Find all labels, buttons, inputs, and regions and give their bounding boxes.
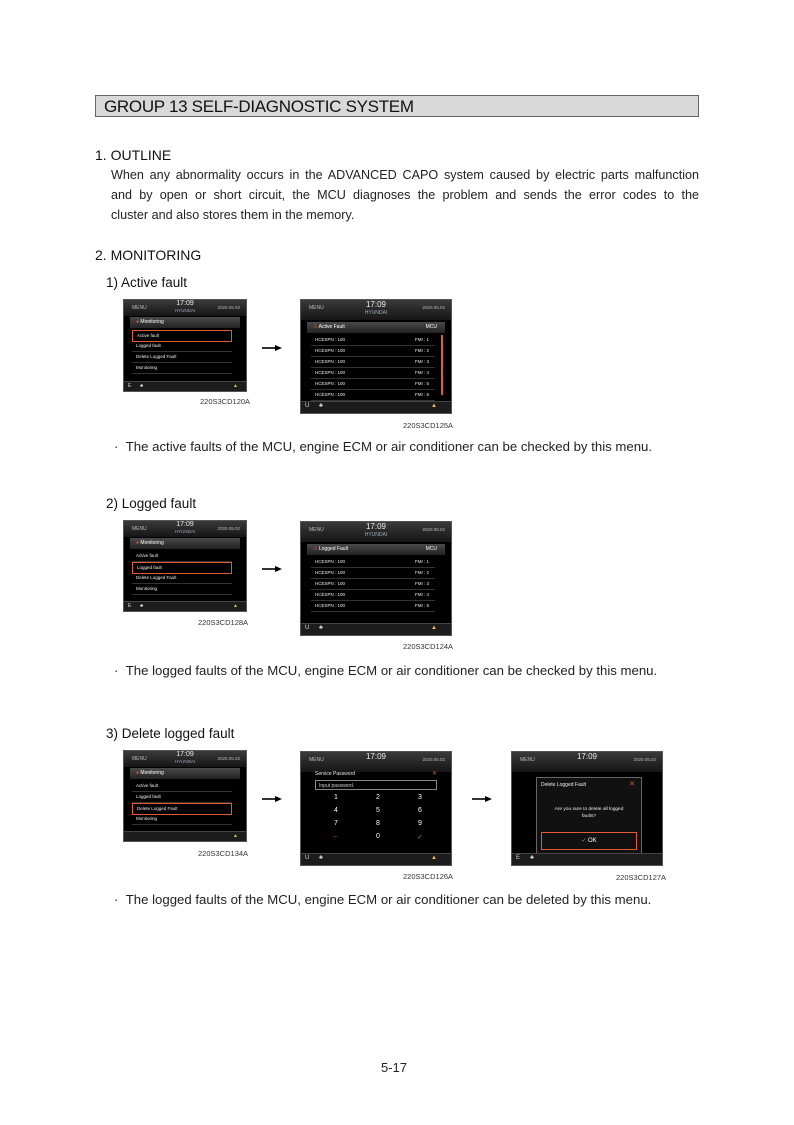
active-fault-note — [114, 439, 652, 454]
fault-code: HCESPN : 100 — [315, 381, 346, 386]
screen-top-bar — [124, 521, 246, 537]
fault-code: HCESPN : 100 — [315, 392, 346, 397]
logged-fault-screen — [300, 521, 452, 636]
active-fault-title: Active Fault — [318, 324, 345, 330]
menu-label: MENU — [132, 756, 147, 762]
keypad-key[interactable]: 5 — [376, 807, 380, 814]
delete-fault-heading: 3) Delete logged fault — [106, 726, 235, 741]
fault-fmi: FMI : 3 — [414, 359, 429, 364]
fault-code: HCESPN : 100 — [315, 559, 346, 564]
dialog-message — [537, 806, 641, 820]
fault-row[interactable] — [311, 368, 435, 379]
keypad-key[interactable]: 1 — [334, 794, 338, 801]
back-icon[interactable]: U — [305, 625, 310, 631]
password-title: Service Password — [315, 771, 356, 777]
arrow-right-icon — [262, 344, 282, 352]
logged-fault-heading: 2) Logged fault — [106, 496, 197, 511]
fault-code: HCESPN : 100 — [315, 348, 346, 353]
outline-line-1: When any abnormality occurs in the ADVANCED CAPO system caused by electric parts malfunction — [111, 168, 699, 182]
fault-row[interactable] — [311, 568, 435, 579]
fault-fmi: FMI : 2 — [414, 570, 429, 575]
bullet: · — [114, 663, 119, 678]
outline-paragraph — [111, 165, 699, 225]
fault-row[interactable] — [311, 335, 435, 346]
fault-row[interactable] — [311, 579, 435, 590]
machine-icon: ▲ — [431, 855, 437, 861]
clock: 17:09 — [365, 752, 387, 761]
outline-heading: 1. OUTLINE — [95, 147, 172, 163]
date: 2020.05.02 — [422, 305, 445, 310]
menu-item-logged-fault[interactable]: Logged fault — [132, 792, 232, 803]
delete-menu-screen — [123, 750, 247, 842]
fault-icon: ⚠ — [313, 546, 319, 552]
screen-top-bar — [512, 752, 662, 772]
arrow-right-icon — [472, 795, 492, 803]
bullet: · — [114, 439, 119, 454]
screen-bottom-bar — [124, 381, 246, 391]
fault-code: HCESPN : 100 — [315, 370, 346, 375]
fault-row[interactable] — [311, 601, 435, 612]
mcu-selector[interactable]: MCU — [425, 324, 437, 330]
fault-fmi: FMI : 1 — [414, 337, 429, 342]
menu-label: MENU — [132, 526, 147, 532]
menu-label: MENU — [309, 757, 324, 763]
fault-row[interactable] — [311, 557, 435, 568]
date: 2020.05.02 — [217, 526, 240, 531]
menu-item-delete-logged-fault[interactable]: Delete Logged Fault — [132, 803, 232, 815]
screen-top-bar — [124, 300, 246, 316]
active-fault-heading: 1) Active fault — [106, 275, 188, 290]
keypad-key[interactable]: 7 — [334, 820, 338, 827]
date: 2020.05.02 — [217, 756, 240, 761]
menu-item-logged-fault[interactable]: Logged fault — [132, 562, 232, 574]
fault-fmi: FMI : 5 — [414, 381, 429, 386]
caption-delete-mid: 220S3CD126A — [403, 872, 454, 881]
caption-active-right: 220S3CD125A — [403, 421, 454, 430]
keypad-key[interactable]: 6 — [418, 807, 422, 814]
clock: 17:09 — [365, 300, 387, 309]
menu-item-monitoring[interactable]: Monitoring — [132, 814, 232, 825]
screen-bottom-bar — [512, 853, 662, 865]
confirm-key[interactable]: ✓ — [417, 834, 423, 841]
menu-item-active-fault[interactable]: Active fault — [132, 551, 232, 562]
screen-top-bar — [301, 752, 451, 772]
back-icon[interactable]: U — [305, 403, 310, 409]
machine-icon: ▲ — [233, 383, 238, 389]
fault-row[interactable] — [311, 357, 435, 368]
caption-logged-right: 220S3CD124A — [403, 642, 454, 651]
bullet: · — [114, 892, 119, 907]
logged-fault-title: Logged Fault — [318, 546, 349, 552]
menu-item-active-fault[interactable]: Active fault — [132, 781, 232, 792]
scrollbar[interactable] — [441, 335, 443, 395]
fault-row[interactable] — [311, 346, 435, 357]
monitoring-tab — [130, 768, 240, 779]
delete-confirm-screen — [511, 751, 663, 866]
dialog-message-line-1: Are you sure to delete all logged — [554, 807, 624, 812]
menu-item-delete-logged-fault[interactable]: Delete Logged Fault — [132, 352, 232, 363]
menu-item-active-fault[interactable]: Active fault — [132, 330, 232, 342]
menu-item-monitoring[interactable]: Monitoring — [132, 363, 232, 374]
fault-code: HCESPN : 100 — [315, 581, 346, 586]
screen-bottom-bar — [301, 401, 451, 413]
fault-fmi: FMI : 3 — [414, 581, 429, 586]
clock: 17:09 — [176, 521, 194, 528]
fault-fmi: FMI : 6 — [414, 392, 429, 397]
active-note-text: The active faults of the MCU, engine ECM or air conditioner can be checked by this menu. — [125, 439, 653, 454]
ok-button[interactable] — [541, 832, 637, 850]
operator-icon[interactable]: ♣ — [530, 855, 534, 861]
keypad-key[interactable]: 0 — [376, 833, 380, 840]
monitoring-icon: ● — [136, 770, 141, 776]
clock: 17:09 — [176, 751, 194, 758]
close-icon[interactable]: ✕ — [431, 771, 437, 777]
fault-list-header — [307, 322, 445, 333]
screen-bottom-bar — [124, 831, 246, 841]
password-screen — [300, 751, 452, 866]
fault-fmi: FMI : 2 — [414, 348, 429, 353]
active-menu-screen — [123, 299, 247, 392]
menu-item-monitoring[interactable]: Monitoring — [132, 584, 232, 595]
ok-label: OK — [588, 838, 597, 844]
menu-label: MENU — [132, 305, 147, 311]
delete-note-text: The logged faults of the MCU, engine ECM or air conditioner can be deleted by this menu. — [125, 892, 652, 907]
fault-code: HCESPN : 100 — [315, 359, 346, 364]
date: 2020.05.02 — [217, 305, 240, 310]
menu-label: MENU — [309, 305, 324, 311]
delete-dialog — [536, 777, 642, 855]
fault-icon: ⚠ — [313, 324, 319, 330]
monitoring-heading: 2. MONITORING — [95, 247, 202, 263]
brand: HYUNDAI — [174, 308, 196, 313]
fault-row[interactable] — [311, 590, 435, 601]
screen-top-bar — [124, 751, 246, 767]
clock: 17:09 — [576, 752, 598, 761]
monitoring-icon: ● — [136, 319, 141, 325]
screen-top-bar — [301, 522, 451, 542]
back-icon[interactable]: E — [128, 603, 132, 609]
menu-label: MENU — [520, 757, 535, 763]
date: 2020.05.02 — [633, 757, 656, 762]
operator-icon[interactable]: ♣ — [319, 625, 323, 631]
check-icon: ✓ — [581, 838, 589, 844]
machine-icon: ▲ — [233, 603, 238, 609]
backspace-key[interactable]: ← — [332, 833, 340, 840]
date: 2020.05.02 — [422, 757, 445, 762]
logged-fault-note — [114, 663, 657, 678]
dialog-title: Delete Logged Fault — [541, 782, 587, 788]
fault-code: HCESPN : 100 — [315, 603, 346, 608]
keypad-key[interactable]: 4 — [334, 807, 338, 814]
brand: HYUNDAI — [364, 310, 388, 316]
clock: 17:09 — [176, 300, 194, 307]
screen-bottom-bar — [301, 623, 451, 635]
fault-code: HCESPN : 100 — [315, 570, 346, 575]
outline-line-3: cluster and also stores them in the memory. — [111, 208, 355, 222]
brand: HYUNDAI — [364, 532, 388, 538]
delete-fault-note — [114, 892, 651, 907]
page-number: 5-17 — [381, 1060, 408, 1075]
brand: HYUNDAI — [174, 529, 196, 534]
screen-top-bar — [301, 300, 451, 320]
arrow-right-icon — [262, 795, 282, 803]
clock: 17:09 — [365, 522, 387, 531]
brand: HYUNDAI — [174, 759, 196, 764]
operator-icon[interactable]: ♣ — [140, 603, 144, 609]
caption-logged-left: 220S3CD128A — [198, 618, 249, 627]
date: 2020.05.02 — [422, 527, 445, 532]
password-input[interactable]: Input password. — [315, 780, 437, 790]
caption-active-left: 220S3CD120A — [200, 397, 251, 406]
operator-icon[interactable]: ♣ — [140, 383, 144, 389]
screen-bottom-bar — [124, 601, 246, 611]
close-icon[interactable]: ✕ — [629, 781, 635, 788]
fault-fmi: FMI : 4 — [414, 370, 429, 375]
arrow-right-icon — [262, 565, 282, 573]
outline-line-2: and by open or short circuit, the MCU diagnoses the problem and sends the error codes to the — [111, 188, 699, 202]
dialog-message-line-2: faults? — [581, 814, 597, 819]
logged-note-text: The logged faults of the MCU, engine ECM or air conditioner can be checked by this menu. — [125, 663, 658, 678]
monitoring-tab — [130, 538, 240, 549]
menu-label: MENU — [309, 527, 324, 533]
back-icon[interactable]: E — [128, 383, 132, 389]
monitoring-tab — [130, 317, 240, 328]
mcu-selector[interactable]: MCU — [425, 546, 437, 552]
monitoring-label: Monitoring — [140, 540, 164, 546]
logged-menu-screen — [123, 520, 247, 612]
operator-icon[interactable]: ♣ — [319, 403, 323, 409]
machine-icon: ▲ — [431, 625, 437, 631]
screen-bottom-bar — [301, 853, 451, 865]
operator-icon[interactable]: ♣ — [319, 855, 323, 861]
back-icon[interactable]: E — [516, 855, 521, 861]
fault-row[interactable] — [311, 390, 435, 401]
keypad-key[interactable]: 9 — [418, 820, 422, 827]
fault-fmi: FMI : 4 — [414, 592, 429, 597]
machine-icon: ▲ — [233, 833, 238, 839]
back-icon[interactable]: U — [305, 855, 310, 861]
monitoring-label: Monitoring — [140, 770, 164, 776]
keypad — [315, 794, 439, 850]
machine-icon: ▲ — [431, 403, 437, 409]
menu-item-logged-fault[interactable]: Logged fault — [132, 341, 232, 352]
fault-fmi: FMI : 5 — [414, 603, 429, 608]
keypad-key[interactable]: 2 — [376, 794, 380, 801]
monitoring-icon: ● — [136, 540, 141, 546]
menu-item-delete-logged-fault[interactable]: Delete Logged Fault — [132, 573, 232, 584]
keypad-key[interactable]: 3 — [418, 794, 422, 801]
fault-row[interactable] — [311, 379, 435, 390]
fault-code: HCESPN : 100 — [315, 337, 346, 342]
fault-code: HCESPN : 100 — [315, 592, 346, 597]
monitoring-label: Monitoring — [140, 319, 164, 325]
active-fault-screen — [300, 299, 452, 414]
fault-list-header — [307, 544, 445, 555]
caption-delete-left: 220S3CD134A — [198, 849, 249, 858]
group-title: GROUP 13 SELF-DIAGNOSTIC SYSTEM — [95, 95, 699, 117]
fault-fmi: FMI : 1 — [414, 559, 429, 564]
keypad-key[interactable]: 8 — [376, 820, 380, 827]
caption-delete-right: 220S3CD127A — [616, 873, 667, 882]
